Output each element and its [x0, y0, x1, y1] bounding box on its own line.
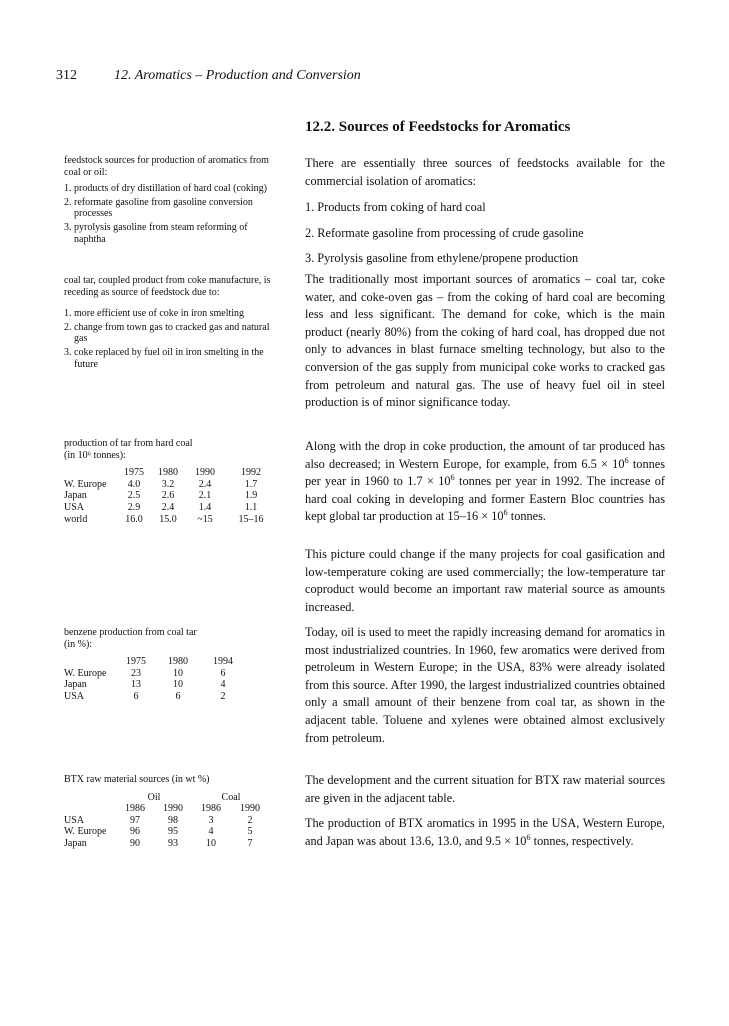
margin-note-list — [64, 308, 276, 370]
list-item: 1. Products from coking of hard coal — [305, 200, 486, 215]
body-paragraph: The production of BTX aromatics in 1995 in the USA, Western Europe, and Japan was about 13.6, 13.0, and $9.5 \times 10^6$ tonnes, respectively. — [305, 816, 665, 848]
table-cell: 1.7 — [244, 478, 258, 490]
row-label: USA — [64, 501, 85, 513]
data-table — [64, 467, 276, 525]
row-label: world — [64, 513, 88, 525]
table-row — [64, 502, 276, 514]
feedstock-list — [305, 199, 665, 268]
table-cell: 23 — [131, 667, 141, 679]
table-row — [64, 838, 270, 850]
list-item: 1. more efficient use of coke in iron smelting — [64, 308, 245, 320]
table-cell: 15.0 — [159, 513, 177, 525]
column-header: 1980 — [158, 467, 178, 479]
data-table — [64, 656, 246, 702]
row-label: W. Europe — [64, 667, 107, 679]
body-paragraph-coal-gasification — [305, 546, 665, 616]
row-label: Japan — [64, 679, 87, 691]
table-cell: 96 — [130, 826, 140, 838]
table-cell: 2.4 — [198, 478, 212, 490]
table-cell: 10 — [173, 667, 183, 679]
table-header-row — [64, 467, 276, 479]
column-header: 1994 — [213, 656, 233, 668]
table-cell: 10 — [206, 837, 216, 849]
column-header: 1986 — [201, 803, 221, 815]
margin-note-intro: feedstock sources for production of aromatics from coal or oil: — [64, 155, 269, 178]
body-paragraph: This picture could change if the many projects for coal gasification and low-temperature coking are used commercially; the low-temperature tar coproduct would become an important raw material source as amounts increased. — [305, 547, 665, 614]
body-paragraph-btx-production — [305, 815, 665, 850]
margin-note-feedstock-sources — [64, 155, 276, 247]
btx-sources-table — [64, 774, 276, 850]
column-header: 1975 — [124, 467, 144, 479]
table-row — [64, 490, 276, 502]
list-item: 3. Pyrolysis gasoline from ethylene/propene production — [305, 251, 579, 266]
table-row — [64, 668, 246, 680]
margin-note-coal-tar — [64, 275, 276, 372]
column-group-header: Coal — [221, 791, 241, 803]
table-caption: production of tar from hard coal — [64, 438, 193, 449]
table-cell: 1.4 — [198, 501, 212, 513]
table-cell: 2 — [220, 690, 226, 702]
table-cell: 2 — [247, 814, 253, 826]
table-cell: 2.1 — [198, 490, 212, 502]
list-item: 1. products of dry distillation of hard coal (coking) — [64, 183, 268, 195]
table-cell: 95 — [168, 826, 178, 838]
page-number: 312 — [56, 68, 77, 83]
body-paragraph: Today, oil is used to meet the rapidly increasing demand for aromatics in most industrialized countries. In 1960, few aromatics were derived from petroleum in Western Europe; in the USA, 83% were already isolated from this source. After 1990, the largest industrialized countries obtained only a small amount of their benzene from coal tar, as shown in the adjacent table. Toluene and xylenes were obtained almost exclusively from petroleum. — [305, 625, 665, 745]
table-cell: 4.0 — [127, 478, 141, 490]
column-header: 1986 — [125, 803, 145, 815]
column-header: 1990 — [163, 803, 183, 815]
row-label: Japan — [64, 490, 87, 502]
row-label: Japan — [64, 837, 87, 849]
table-cell: 6 — [133, 690, 139, 702]
table-cell: 2.4 — [161, 501, 175, 513]
table-row — [64, 679, 246, 691]
table-caption-unit: (in 10⁶ tonnes): — [64, 449, 126, 461]
table-cell: 5 — [247, 826, 253, 838]
column-header: 1975 — [126, 656, 146, 668]
table-cell: 3.2 — [161, 478, 175, 490]
page-header — [56, 68, 361, 84]
table-cell: 7 — [247, 837, 253, 849]
body-paragraph: There are essentially three sources of feedstocks available for the commercial isolation of aromatics: — [305, 156, 665, 188]
body-paragraph: Along with the drop in coke production, the amount of tar produced has also decreased; in Western Europe, for example, from $6.5 \times 10^6$ tonnes per year in 1960 to $1.7 \times 10^6$ tonnes per year in 1992. The increase of hard coal coking in developing and former Eastern Bloc countries has kept global tar production at $15-16 \times 10^6$ tonnes. — [305, 439, 665, 524]
table-caption: benzene production from coal tar — [64, 627, 197, 638]
table-row — [64, 479, 276, 491]
row-label: W. Europe — [64, 478, 107, 490]
list-item: 2. reformate gasoline from gasoline conversion processes — [64, 196, 253, 220]
table-cell: 2.9 — [127, 501, 141, 513]
column-header: 1990 — [240, 803, 260, 815]
column-header: 1992 — [241, 467, 261, 479]
table-cell: 16.0 — [125, 513, 143, 525]
table-cell: 98 — [168, 814, 178, 826]
table-cell: 13 — [131, 679, 141, 691]
chapter-title: 12. Aromatics – Production and Conversion — [114, 68, 361, 83]
body-paragraph: The development and the current situation for BTX raw material sources are given in the adjacent table. — [305, 773, 665, 805]
body-paragraph-btx-development — [305, 772, 665, 807]
body-paragraph-tar-production — [305, 438, 665, 526]
table-cell: 1.9 — [244, 490, 258, 502]
row-label: W. Europe — [64, 826, 107, 838]
row-label: USA — [64, 814, 85, 826]
table-cell: 1.1 — [244, 501, 258, 513]
table-row — [64, 691, 246, 703]
row-label: USA — [64, 690, 85, 702]
table-cell: 10 — [173, 679, 183, 691]
table-cell: 2.5 — [127, 490, 141, 502]
margin-note-list — [64, 183, 276, 245]
body-paragraph: The traditionally most important sources of aromatics – coal tar, coke water, and coke-oven gas – from the coking of hard coal are becoming less and less significant. The demand for coke, which is the main product (nearly 80%) from the coking of hard coal, has dropped due not only to advances in blast furnace smelting technology, but also to the conversion of the gas supply from municipal coke works to cracked gas from petroleum and natural gas. The use of heavy fuel oil in steel production is of minor significance today. — [305, 272, 665, 410]
list-item: 3. pyrolysis gasoline from steam reforming of naphtha — [64, 221, 248, 245]
list-item: 2. Reformate gasoline from processing of crude gasoline — [305, 225, 584, 240]
benzene-production-table — [64, 627, 276, 703]
data-table — [64, 792, 270, 850]
table-cell: 90 — [130, 837, 140, 849]
table-caption: BTX raw material sources (in wt %) — [64, 774, 210, 785]
table-header-row — [64, 656, 246, 668]
table-cell: 2.6 — [161, 490, 175, 502]
intro-block — [305, 155, 665, 276]
table-cell: 6 — [175, 690, 181, 702]
table-cell: 3 — [208, 814, 214, 826]
column-group-header: Oil — [147, 791, 161, 803]
column-header: 1980 — [168, 656, 188, 668]
column-header: 1990 — [195, 467, 215, 479]
section-title: 12.2. Sources of Feedstocks for Aromatics — [305, 119, 571, 135]
tar-production-table — [64, 438, 276, 525]
table-cell: 6 — [220, 667, 226, 679]
table-header-row — [64, 803, 270, 815]
table-cell: 93 — [168, 837, 178, 849]
body-paragraph-oil-demand — [305, 624, 665, 747]
table-row — [64, 815, 270, 827]
table-cell: 97 — [130, 814, 140, 826]
table-group-row — [64, 792, 270, 804]
list-item: 3. coke replaced by fuel oil in iron smelting in the future — [64, 346, 264, 370]
table-cell: 4 — [220, 679, 226, 691]
table-row — [64, 514, 276, 526]
margin-note-intro: coal tar, coupled product from coke manufacture, is receding as source of feedstock due to: — [64, 275, 271, 298]
body-paragraph-coal-sources — [305, 271, 665, 412]
table-cell: 15–16 — [238, 513, 264, 525]
table-row — [64, 826, 270, 838]
table-caption-unit: (in %): — [64, 638, 93, 650]
table-cell: 4 — [208, 826, 214, 838]
list-item: 2. change from town gas to cracked gas and natural gas — [64, 321, 270, 345]
table-cell: ~15 — [197, 513, 213, 525]
